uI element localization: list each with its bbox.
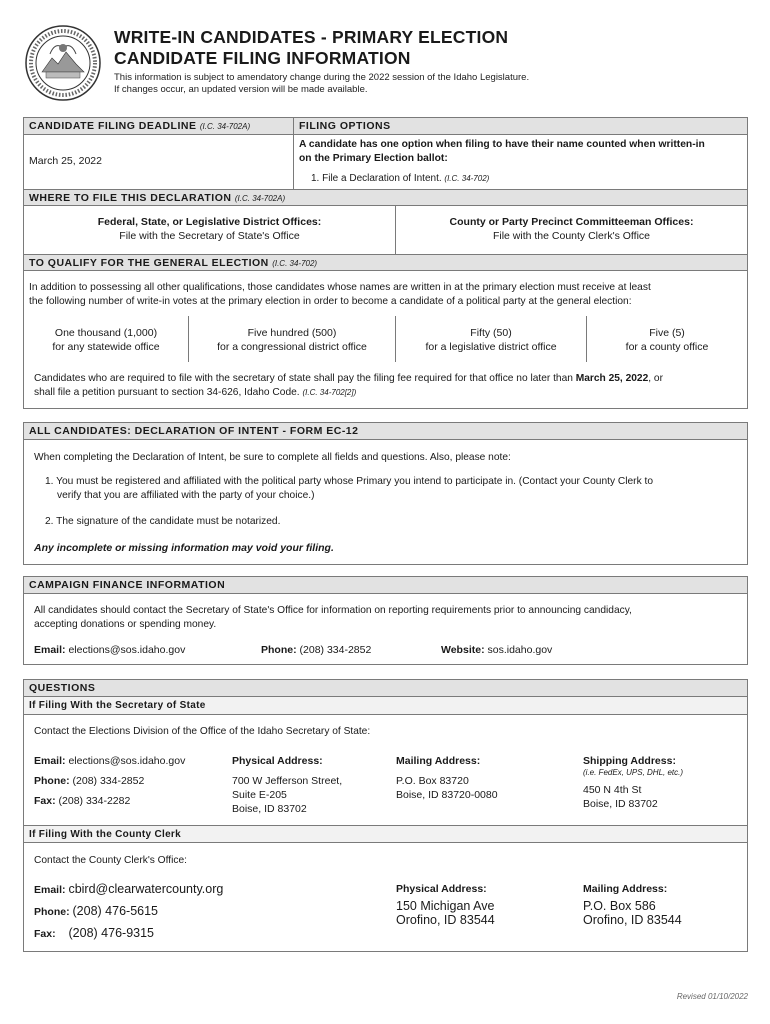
clerk-fax: Fax: (208) 476-9315	[34, 926, 154, 940]
qualify-column: Five hundred (500) for a congressional district office	[217, 327, 367, 353]
qualify-intro: In addition to possessing all other qualifications, those candidates whose names are written in at the primary election must receive at least the following number of write-in votes at the primary election in order to become a candidate of a political party at the general election:	[29, 282, 651, 307]
declaration-warning: Any incomplete or missing information may void your filing.	[34, 542, 334, 554]
declaration-item-2: 2. The signature of the candidate must be notarized.	[45, 516, 281, 527]
amendatory-note: This information is subject to amendatory change during the 2022 session of the Idaho Legislature. If changes occur, an updated version will be made available.	[114, 72, 530, 95]
document-title-line2: CANDIDATE FILING INFORMATION	[114, 48, 411, 68]
sos-physical-address: Physical Address: 700 W Jefferson Street, Suite E-205 Boise, ID 83702	[232, 755, 343, 815]
revision-date: Revised 01/10/2022	[676, 992, 748, 1001]
clerk-intro: Contact the County Clerk's Office:	[34, 855, 187, 866]
declaration-item-1: 1. You must be registered and affiliated with the political party whose Primary you intend to participate in. (Contact your County Clerk to verify that you are affiliated with the party of your choice.)	[45, 476, 653, 501]
clerk-physical-address: Physical Address: 150 Michigan Ave Orofino, ID 83544	[396, 883, 495, 927]
document-title-line1: WRITE-IN CANDIDATES - PRIMARY ELECTION	[114, 27, 509, 47]
qualify-column: Five (5) for a county office	[625, 327, 709, 353]
where-right: County or Party Precinct Committeeman Offices: File with the County Clerk's Office	[449, 216, 694, 242]
clerk-phone: Phone: (208) 476-5615	[34, 904, 158, 918]
qualify-column: One thousand (1,000) for any statewide office	[52, 327, 160, 353]
questions-header: QUESTIONS	[24, 680, 747, 697]
sos-intro: Contact the Elections Division of the Office of the Idaho Secretary of State:	[34, 726, 371, 737]
filing-options-header: FILING OPTIONS	[294, 118, 747, 135]
sos-mailing-address: Mailing Address: P.O. Box 83720 Boise, ID 83720-0080	[396, 755, 498, 801]
deadline-header: CANDIDATE FILING DEADLINE (I.C. 34-702A)	[24, 118, 293, 135]
clerk-mailing-address: Mailing Address: P.O. Box 586 Orofino, ID 83544	[583, 883, 682, 927]
filing-fee-text: Candidates who are required to file with the secretary of state shall pay the filing fee required for that office no later than March 25, 2022, or shall file a petition pursuant to section 34-626, Idaho Code. (I.C. 34-702[2])	[34, 373, 663, 398]
clerk-subheader: If Filing With the County Clerk	[24, 825, 747, 843]
finance-website: Website: sos.idaho.gov	[441, 644, 553, 656]
sos-phone: Phone: (208) 334-2852	[34, 775, 145, 787]
qualify-header: TO QUALIFY FOR THE GENERAL ELECTION (I.C. 34-702)	[24, 254, 747, 271]
sos-fax: Fax: (208) 334-2282	[34, 795, 131, 807]
sos-subheader: If Filing With the Secretary of State	[24, 697, 747, 715]
filing-option-item: 1. File a Declaration of Intent. (I.C. 34-702)	[311, 173, 490, 184]
campaign-finance-header: CAMPAIGN FINANCE INFORMATION	[24, 577, 747, 594]
finance-phone: Phone: (208) 334-2852	[261, 644, 372, 656]
where-to-file-header: WHERE TO FILE THIS DECLARATION (I.C. 34-702A)	[24, 189, 747, 206]
state-seal-logo	[24, 24, 102, 102]
finance-email: Email: elections@sos.idaho.gov	[34, 644, 186, 656]
filing-options-text: A candidate has one option when filing to have their name counted when written-in on the Primary Election ballot:	[299, 139, 705, 164]
sos-email: Email: elections@sos.idaho.gov	[34, 755, 186, 767]
sos-shipping-address: Shipping Address: (i.e. FedEx, UPS, DHL, etc.) 450 N 4th St Boise, ID 83702	[583, 755, 684, 810]
campaign-finance-text: All candidates should contact the Secretary of State's Office for information on reporting requirements prior to announcing candidacy, accepting donations or spending money.	[34, 605, 632, 630]
declaration-intro: When completing the Declaration of Intent, be sure to complete all fields and questions. Also, please note:	[34, 452, 511, 463]
deadline-date: March 25, 2022	[29, 155, 102, 167]
where-left: Federal, State, or Legislative District Offices: File with the Secretary of State's Office	[97, 216, 322, 242]
clerk-email: Email: cbird@clearwatercounty.org	[34, 882, 224, 896]
qualify-column: Fifty (50) for a legislative district office	[425, 327, 557, 353]
declaration-header: ALL CANDIDATES: DECLARATION OF INTENT - FORM EC-12	[24, 423, 747, 440]
